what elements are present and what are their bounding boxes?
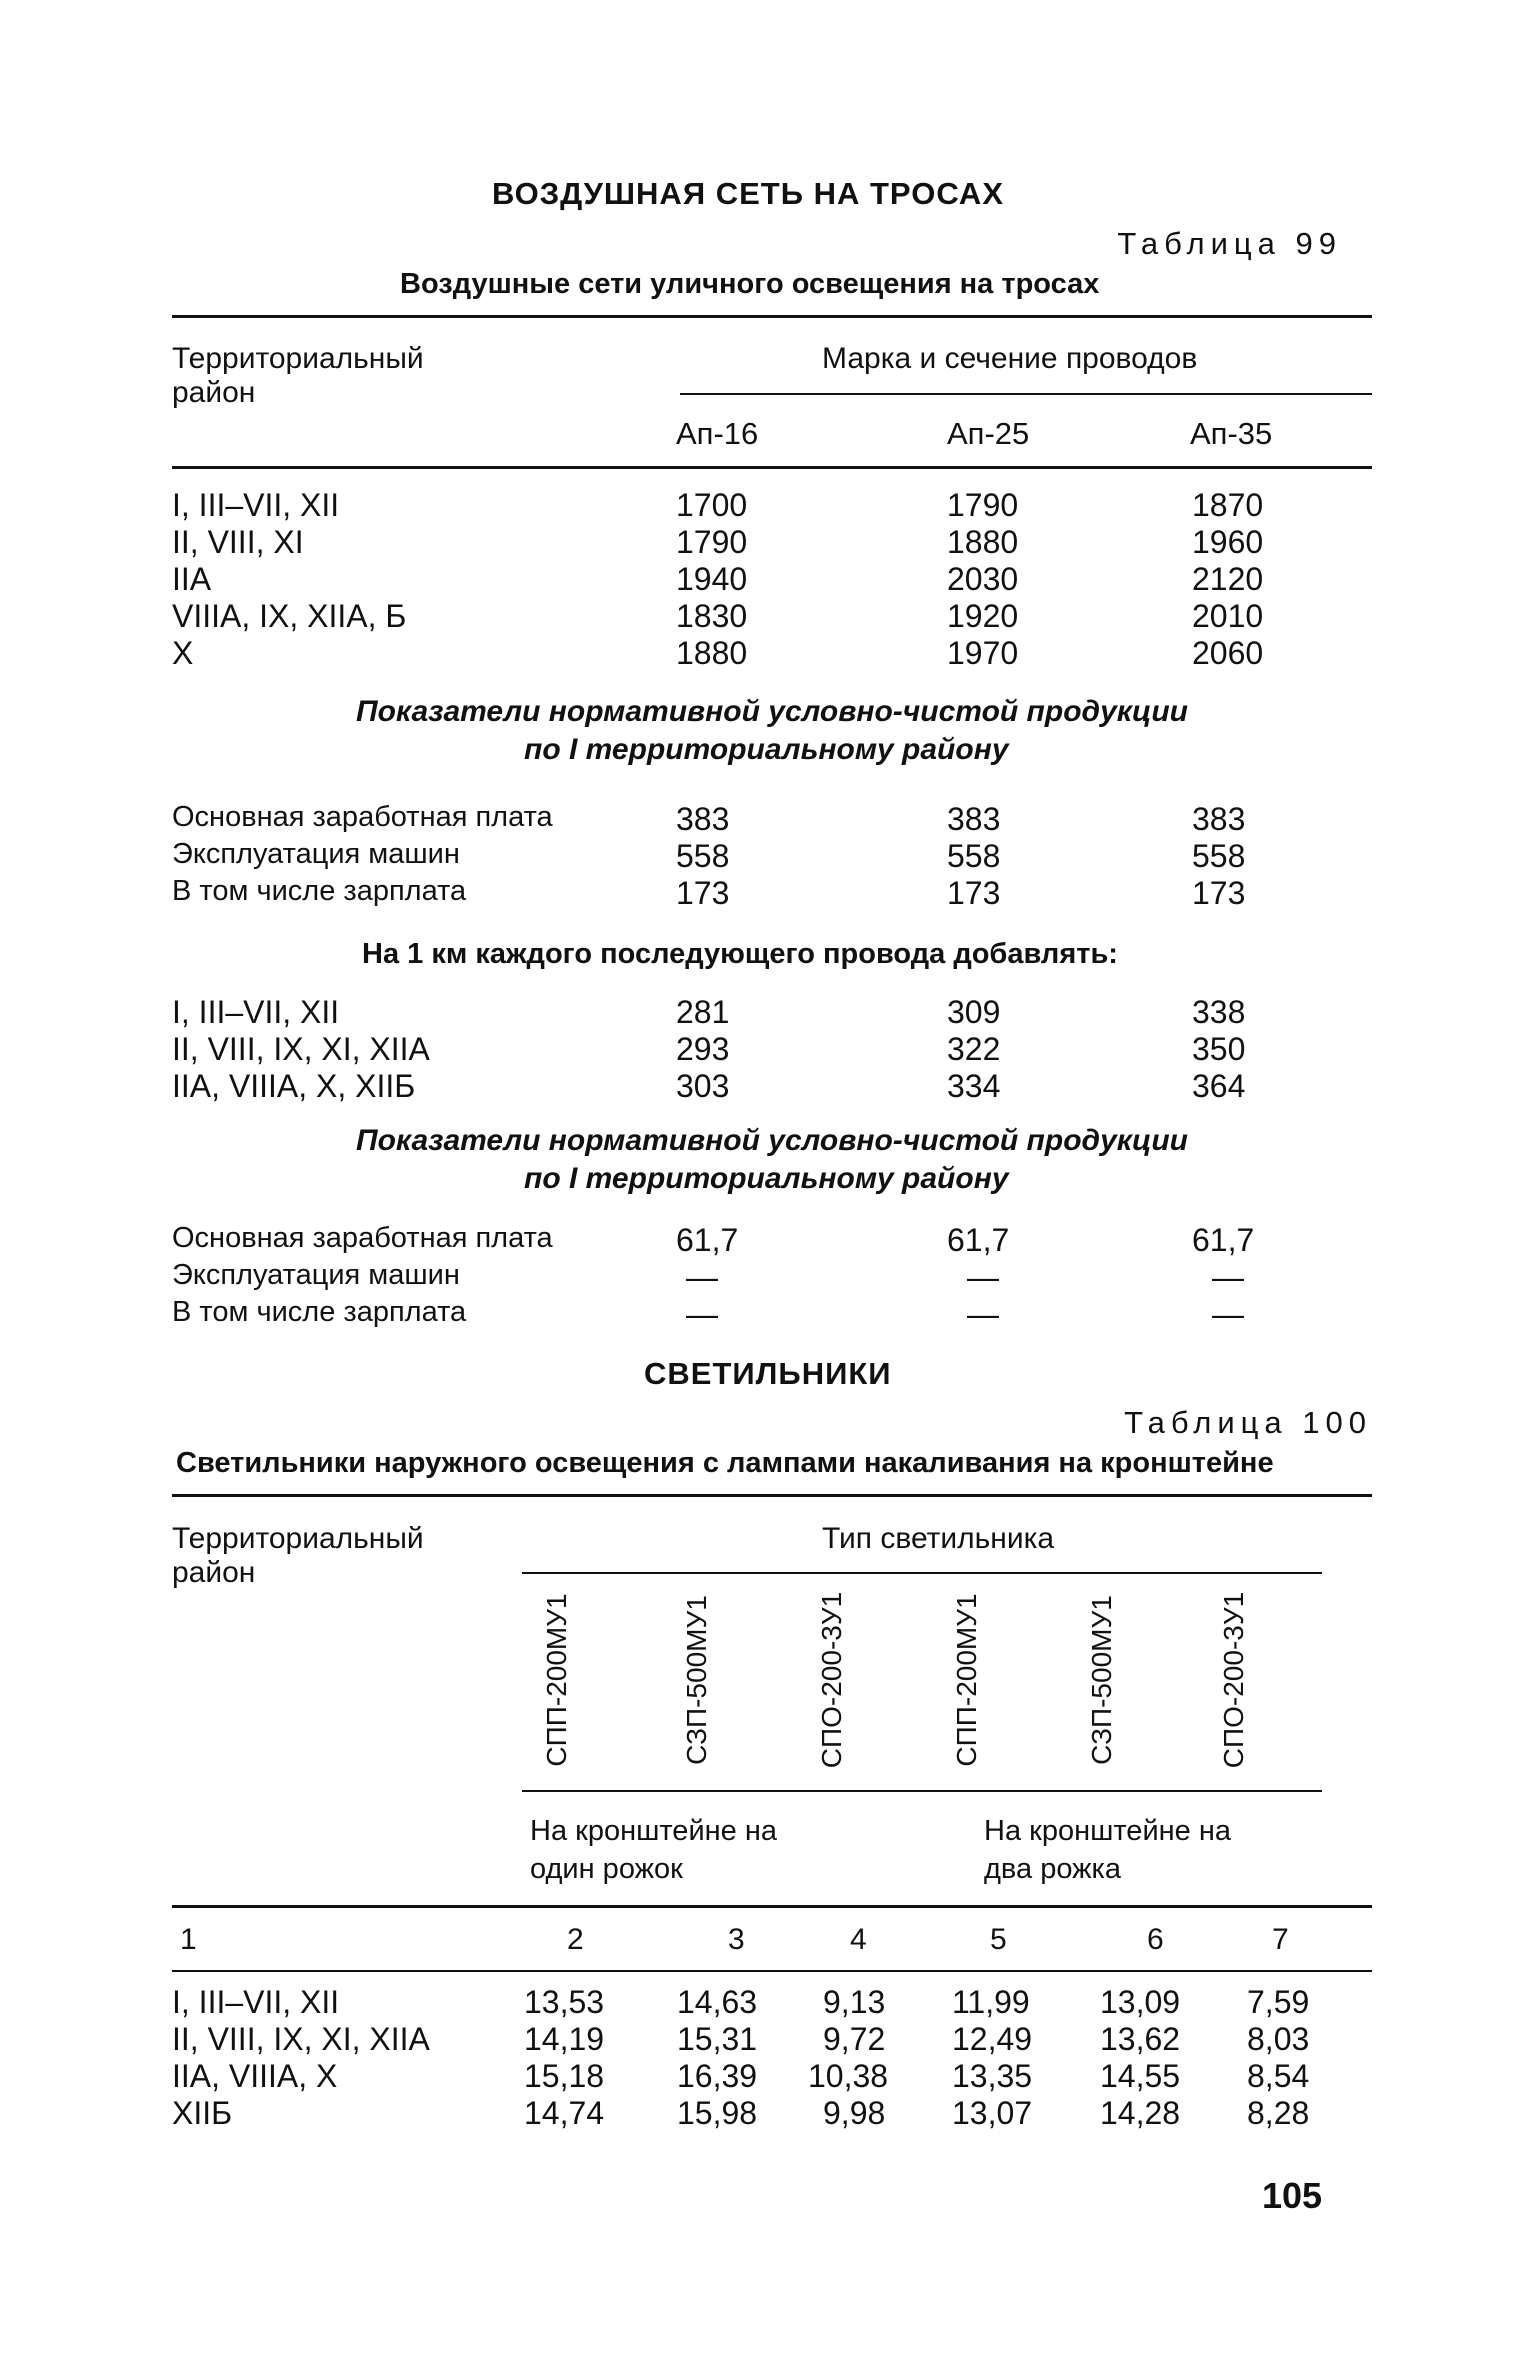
indicator-row: Основная заработная плата 61,7 61,7 61,7 xyxy=(172,1222,1255,1258)
type-label: СПО-200-3У1 xyxy=(816,1591,847,1769)
type-label: СПП-200МУ1 xyxy=(541,1593,572,1767)
indicator-row: Эксплуатация машин 558 558 558 xyxy=(172,838,1246,874)
additional-wire-heading: На 1 км каждого последующего провода добавлять: xyxy=(362,938,1118,970)
table-number-100: Таблица 100 xyxy=(1124,1405,1372,1440)
table-number-99: Таблица 99 xyxy=(1117,226,1342,261)
column-header-type: Тип светильника xyxy=(822,1522,1055,1555)
column-header-group: Марка и сечение проводов xyxy=(822,342,1198,375)
indicator-row: Эксплуатация машин — — — xyxy=(172,1259,1244,1295)
table-row: X 1880 1970 2060 xyxy=(172,635,1264,671)
indicator-row: Основная заработная плата 383 383 383 xyxy=(172,801,1246,837)
type-label: СПП-200МУ1 xyxy=(951,1593,982,1767)
header-subrule xyxy=(522,1572,1322,1574)
page-number: 105 xyxy=(1262,2175,1323,2216)
table-caption-99: Воздушные сети уличного освещения на тросах xyxy=(400,268,1100,300)
table-row: II, VIII, XI 1790 1880 1960 xyxy=(172,524,1264,560)
numbers-bottom-rule xyxy=(172,1970,1372,1972)
table-row: XIIБ 14,74 15,98 9,98 13,07 14,28 8,28 xyxy=(172,2095,1310,2131)
types-bottom-rule xyxy=(522,1790,1322,1792)
table-row: IIA 1940 2030 2120 xyxy=(172,561,1264,597)
column-header-region: Территориальный район xyxy=(172,1522,424,1589)
type-label: СЗП-500МУ1 xyxy=(1086,1595,1117,1765)
table-row: VIIIA, IX, XIIA, Б 1830 1920 2010 xyxy=(172,598,1264,634)
table-row: II, VIII, IX, XI, XIIA 293 322 350 xyxy=(172,1031,1246,1067)
table-row: II, VIII, IX, XI, XIIA 14,19 15,31 9,72 12,49 13,62 8,03 xyxy=(172,2021,1310,2057)
header-subrule xyxy=(680,393,1372,395)
col-ap16: Ап-16 xyxy=(676,416,759,451)
header-bottom-rule xyxy=(172,1905,1372,1908)
indicators-title-line2: по I территориальному району xyxy=(524,733,1009,766)
column-header-region: Территориальный район xyxy=(172,342,424,409)
indicators2-title-line1: Показатели нормативной условно-чистой продукции xyxy=(356,1124,1189,1157)
table-row: I, III–VII, XII 13,53 14,63 9,13 11,99 13,09 7,59 xyxy=(172,1984,1310,2020)
table-top-rule xyxy=(172,315,1372,318)
table-caption-100: Светильники наружного освещения с лампами накаливания на кронштейне xyxy=(176,1447,1274,1479)
col-ap35: Ап-35 xyxy=(1190,416,1273,451)
table-top-rule xyxy=(172,1494,1372,1497)
type-label: СЗП-500МУ1 xyxy=(681,1595,712,1765)
header-bottom-rule xyxy=(172,466,1372,469)
type-label: СПО-200-3У1 xyxy=(1218,1591,1249,1769)
section-heading-2: СВЕТИЛЬНИКИ xyxy=(644,1356,892,1391)
col-ap25: Ап-25 xyxy=(947,416,1030,451)
indicator-row: В том числе зарплата — — — xyxy=(172,1296,1244,1332)
indicators-title-line1: Показатели нормативной условно-чистой продукции xyxy=(356,695,1189,728)
column-numbers-row: 1 2 3 4 5 6 7 xyxy=(180,1923,1289,1956)
subheader-two-arms: На кронштейне на два рожка xyxy=(984,1815,1231,1885)
table-row: IIA, VIIIA, X 15,18 16,39 10,38 13,35 14,55 8,54 xyxy=(172,2058,1310,2094)
section-heading-1: ВОЗДУШНАЯ СЕТЬ НА ТРОСАХ xyxy=(492,176,1004,211)
table-row: I, III–VII, XII 1700 1790 1870 xyxy=(172,487,1264,523)
table-row: IIA, VIIIA, X, XIIБ 303 334 364 xyxy=(172,1068,1246,1104)
indicators2-title-line2: по I территориальному району xyxy=(524,1162,1009,1195)
document-page xyxy=(172,0,1372,2362)
indicator-row: В том числе зарплата 173 173 173 xyxy=(172,875,1246,911)
subheader-one-arm: На кронштейне на один рожок xyxy=(530,1815,777,1885)
table-row: I, III–VII, XII 281 309 338 xyxy=(172,994,1246,1030)
